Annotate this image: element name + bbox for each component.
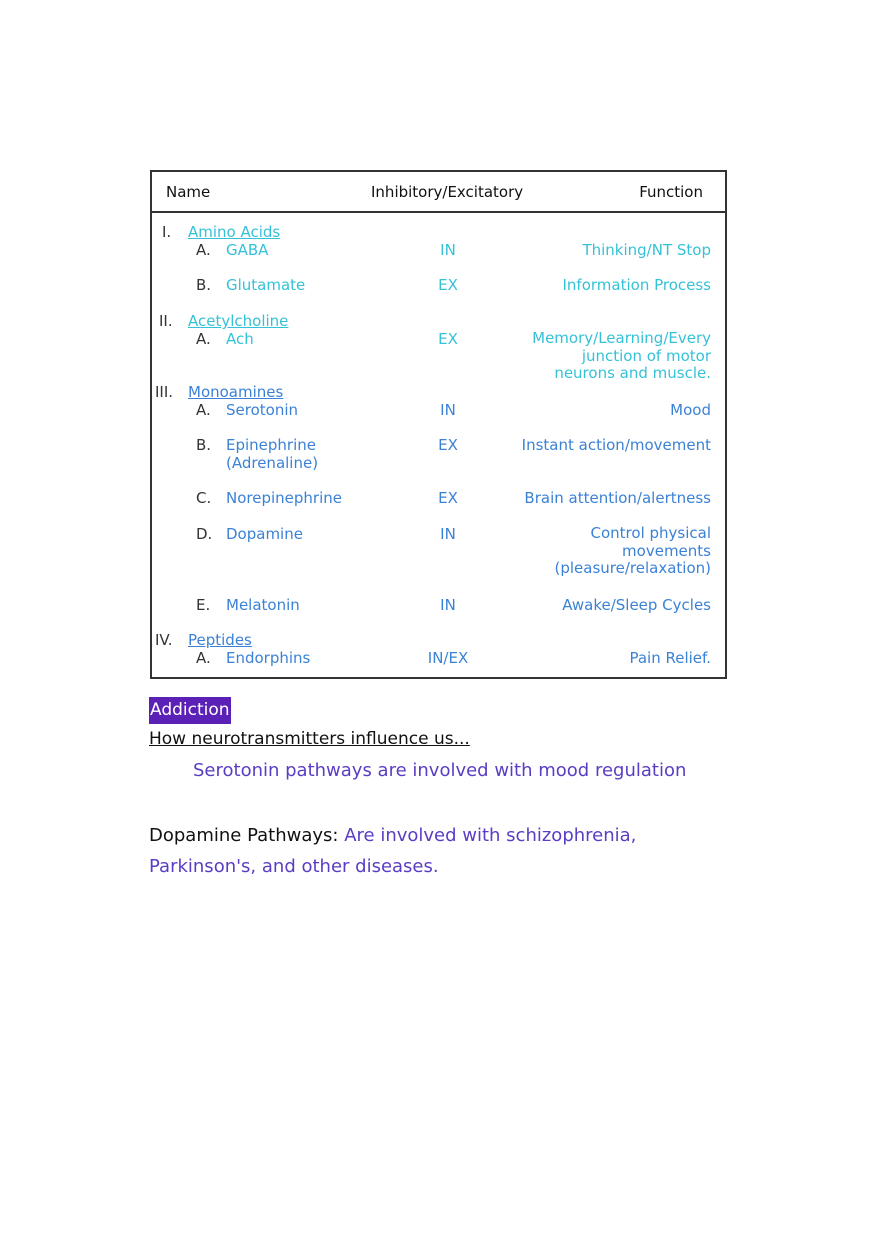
row-letter: B.: [196, 276, 212, 294]
row-name: Glutamate: [226, 276, 306, 294]
row-name: Norepinephrine: [226, 489, 342, 507]
section-title: Acetylcholine: [188, 312, 289, 330]
row-function: Mood: [670, 401, 711, 419]
header-function: Function: [639, 183, 703, 201]
dopamine-paragraph: [149, 820, 729, 882]
row-type: IN/EX: [427, 649, 469, 667]
section-roman: I.: [162, 223, 172, 241]
row-letter: D.: [196, 525, 213, 543]
row-type: EX: [438, 489, 458, 507]
neurotransmitter-table: [150, 170, 727, 679]
row-name: GABA: [226, 241, 269, 259]
header-name: Name: [166, 183, 211, 201]
row-function: Thinking/NT Stop: [582, 241, 711, 259]
table-header: [152, 172, 725, 213]
row-letter: A.: [196, 330, 211, 348]
section-roman: III.: [155, 383, 174, 401]
serotonin-note: Serotonin pathways are involved with mood regulation: [193, 760, 687, 781]
row-function: Awake/Sleep Cycles: [562, 596, 711, 614]
row-name: Ach: [226, 330, 254, 348]
row-letter: A.: [196, 401, 211, 419]
dopamine-label: Dopamine Pathways:: [149, 825, 339, 846]
addiction-highlight: Addiction: [149, 697, 231, 724]
row-name: Melatonin: [226, 596, 300, 614]
header-type: Inhibitory/Excitatory: [371, 183, 524, 201]
row-name: Serotonin: [226, 401, 299, 419]
row-letter: A.: [196, 241, 211, 259]
dopamine-note: Are involved with schizophrenia, Parkinson's, and other diseases.: [149, 825, 637, 877]
row-function: Pain Relief.: [629, 649, 711, 667]
row-type: IN: [440, 596, 456, 614]
row-type: IN: [440, 401, 456, 419]
row-function: Brain attention/alertness: [524, 489, 711, 507]
row-name: Epinephrine (Adrenaline): [226, 436, 319, 472]
row-function: Memory/Learning/Every junction of motor neurons and muscle.: [532, 329, 711, 382]
row-name: Endorphins: [226, 649, 311, 667]
section-roman: IV.: [155, 631, 173, 649]
row-letter: C.: [196, 489, 212, 507]
row-function: Instant action/movement: [521, 436, 711, 454]
row-letter: B.: [196, 436, 212, 454]
row-type: EX: [438, 330, 458, 348]
row-letter: E.: [196, 596, 211, 614]
section-title: Peptides: [188, 631, 252, 649]
section-title: Amino Acids: [188, 223, 281, 241]
row-function: Information Process: [562, 276, 711, 294]
section-roman: II.: [159, 312, 173, 330]
row-type: EX: [438, 276, 458, 294]
row-type: IN: [440, 525, 456, 543]
row-type: IN: [440, 241, 456, 259]
section-title: Monoamines: [188, 383, 284, 401]
row-function: Control physical movements (pleasure/relaxation): [554, 524, 711, 577]
row-type: EX: [438, 436, 458, 454]
influence-heading: How neurotransmitters influence us...: [149, 729, 470, 749]
row-letter: A.: [196, 649, 211, 667]
row-name: Dopamine: [226, 525, 303, 543]
